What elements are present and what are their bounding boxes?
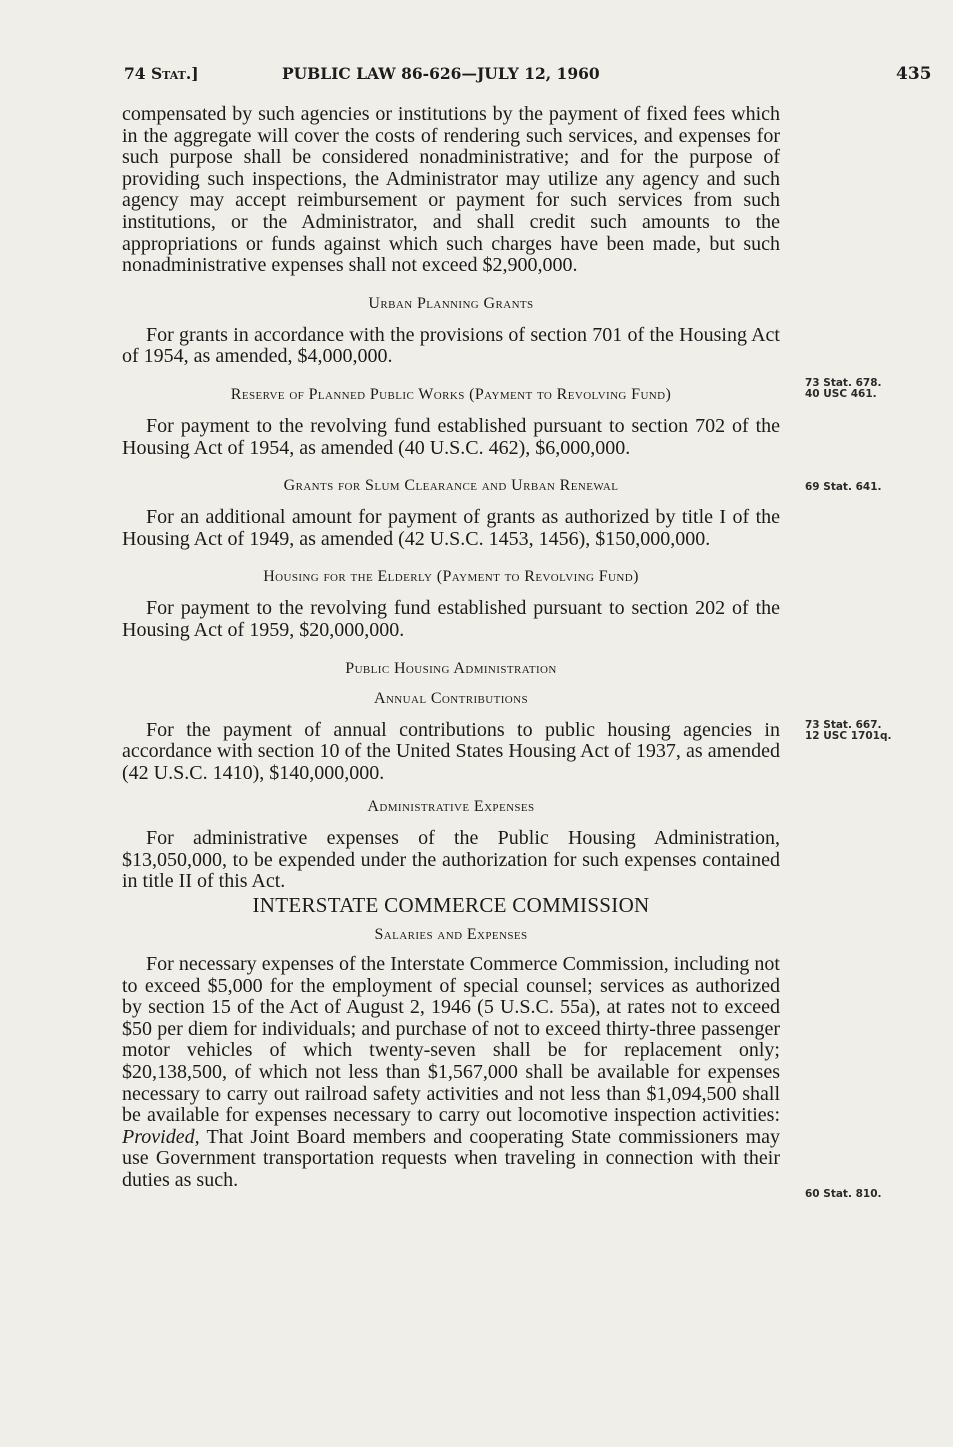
running-head-title: PUBLIC LAW 86-626—JULY 12, 1960 [282,64,600,83]
icc-expenses-tail: That Joint Board members and cooperating State commissioners may use Government transportation requests when traveling in connection with their duties as such. [122,1125,780,1191]
margin-citation-housing-act-1959 [805,720,915,742]
margin-citation-housing-act-1954 [805,378,915,400]
heading-public-housing-administration: Public Housing Administration [345,659,557,677]
margin-citation-line: 73 Stat. 667. [805,719,882,731]
running-head-volume: 74 Stat.] [124,64,199,83]
paragraph-reserve: For payment to the revolving fund established pursuant to section 702 of the Housing Act of 1954, as amended (40 U.S.C. 462), $6,000,000. [122,414,780,459]
heading-urban-planning-grants: Urban Planning Grants [368,294,534,312]
heading-interstate-commerce-commission: INTERSTATE COMMERCE COMMISSION [252,893,650,918]
paragraph-housing-elderly: For payment to the revolving fund established pursuant to section 202 of the Housing Act of 1959, $20,000,000. [122,597,780,641]
margin-citation-line: 40 USC 461. [805,388,877,400]
margin-citation-69-stat [805,482,915,493]
heading-slum-clearance: Grants for Slum Clearance and Urban Renewal [283,477,619,495]
margin-citation-60-stat [805,1189,915,1200]
paragraph-fees: compensated by such agencies or institutions by the payment of fixed fees which in the aggregate will cover the costs of rendering such services, and expenses for such purpose shall be considered nonadministrative; and for the purpose of providing such inspections, the Administrator may utilize any agency and such agency may accept reimbursement or payment for such services from such institutions, or the Administrator, and shall credit such amounts to the appropriations or funds against which such charges have been made, but such nonadministrative expenses shall not exceed $2,900,000. [122,103,780,277]
document-body [122,104,780,1192]
heading-salaries-expenses: Salaries and Expenses [374,926,528,944]
margin-citation-line: 73 Stat. 678. [805,377,882,389]
paragraph-annual-contributions: For the payment of annual contributions to public housing agencies in accordance with section 10 of the United States Housing Act of 1937, as amended (42 U.S.C. 1410), $140,000,000. [122,718,780,784]
page-number: 435 [896,64,932,84]
paragraph-urban-planning: For grants in accordance with the provisions of section 701 of the Housing Act of 1954, as amended, $4,000,000. [122,323,780,368]
heading-annual-contributions: Annual Contributions [374,689,528,707]
paragraph-icc-expenses [122,954,780,1192]
paragraph-slum-clearance: For an additional amount for payment of grants as authorized by title I of the Housing Act of 1949, as amended (42 U.S.C. 1453, 1456), $150,000,000. [122,506,780,550]
icc-expenses-main: For necessary expenses of the Interstate Commerce Commission, including not to exceed $5,000 for the employment of special counsel; services as authorized by section 15 of the Act of August 2, 1946 (5 U.S.C. 55a), at rates not to exceed $50 per diem for individuals; and purchase of not to exceed thirty-three passenger motor vehicles of which twenty-seven shall be for replacement only; $20,138,500, of which not less than $1,567,000 shall be available for expenses necessary to carry out railroad safety activities and not less than $1,094,500 shall be available for expenses necessary to carry out locomotive inspection activities: [122,953,780,1127]
margin-citation-line: 69 Stat. 641. [805,481,882,493]
margin-citation-line: 60 Stat. 810. [805,1188,882,1200]
heading-reserve-planned-public-works: Reserve of Planned Public Works (Payment to Revolving Fund) [230,385,672,403]
paragraph-administrative-expenses: For administrative expenses of the Public Housing Administration, $13,050,000, to be expended under the authorization for such expenses contained in title II of this Act. [122,827,780,893]
heading-housing-elderly: Housing for the Elderly (Payment to Revolving Fund) [263,568,639,586]
provided-keyword: Provided, [122,1125,200,1148]
margin-citation-line: 12 USC 1701q. [805,730,892,742]
heading-administrative-expenses: Administrative Expenses [367,798,535,816]
